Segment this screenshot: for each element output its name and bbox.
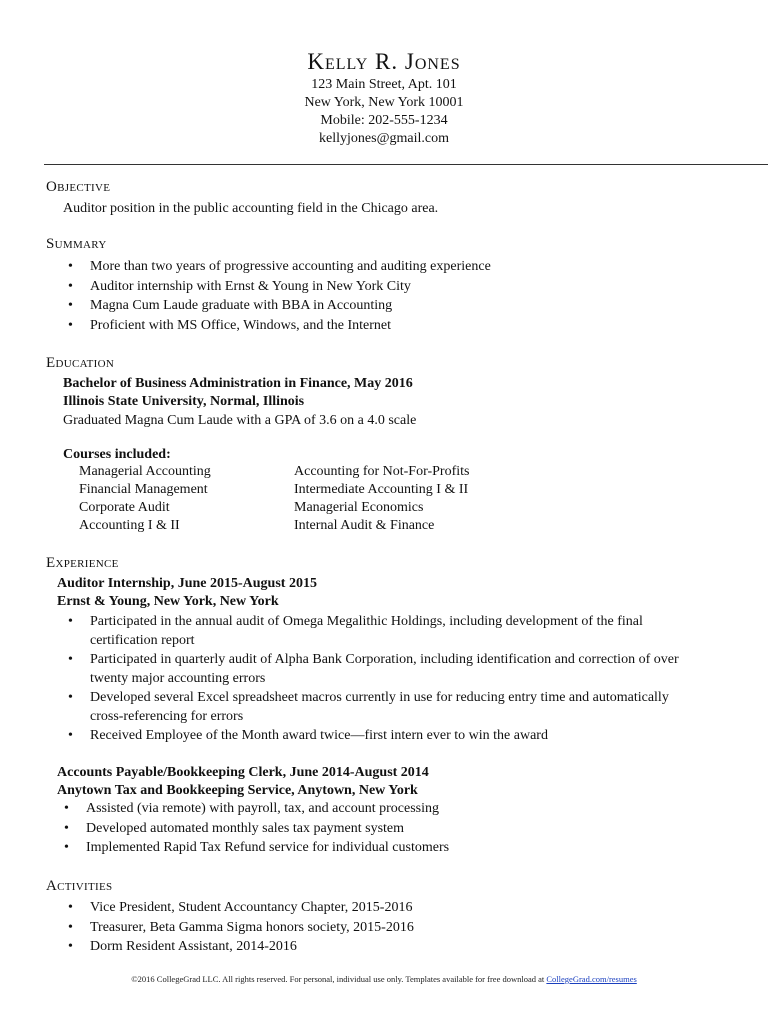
course: Corporate Audit [79,500,170,515]
activity-item: • Vice President, Student Accountancy Chapter, 2015-2016 [64,898,414,918]
course: Managerial Economics [294,500,424,515]
footer-link[interactable]: CollegeGrad.com/resumes [546,974,637,984]
mobile-phone: Mobile: 202-555-1234 [320,113,448,128]
job-duty: • Implemented Rapid Tax Refund service for individual customers [60,838,449,858]
course: Managerial Accounting [79,464,211,479]
summary-list [64,257,491,335]
courses-table [79,463,499,535]
copyright-footer [0,974,768,984]
job-company: Anytown Tax and Bookkeeping Service, Anytown, New York [57,783,418,798]
activities-heading: Activities [46,878,113,894]
course: Internal Audit & Finance [294,518,435,533]
job-duty: • Developed automated monthly sales tax payment system [60,819,449,839]
summary-item: • More than two years of progressive accounting and auditing experience [64,257,491,277]
education-heading: Education [46,355,115,371]
footer-text: ©2016 CollegeGrad LLC. All rights reserved. For personal, individual use only. Templates available for free download at [131,974,547,984]
summary-item: • Proficient with MS Office, Windows, and the Internet [64,316,491,336]
course: Accounting for Not-For-Profits [294,464,470,479]
school: Illinois State University, Normal, Illinois [63,394,305,409]
job-duties-list [64,612,679,745]
email-address: kellyjones@gmail.com [319,131,449,146]
activity-item: • Dorm Resident Assistant, 2014-2016 [64,937,414,957]
course: Intermediate Accounting I & II [294,482,469,497]
summary-item: • Auditor internship with Ernst & Young in New York City [64,277,491,297]
summary-item: • Magna Cum Laude graduate with BBA in Accounting [64,296,491,316]
course: Financial Management [79,482,208,497]
address-line-1: 123 Main Street, Apt. 101 [311,77,457,92]
job-duty: • Developed several Excel spreadsheet macros currently in use for reducing entry time and automatically cross-referencing for errors [64,688,679,726]
header-divider [44,164,768,165]
job-company: Ernst & Young, New York, New York [57,594,279,609]
degree: Bachelor of Business Administration in Finance, May 2016 [63,376,413,391]
job-duty: • Received Employee of the Month award twice—first intern ever to win the award [64,726,679,745]
gpa-text: Graduated Magna Cum Laude with a GPA of 3.6 on a 4.0 scale [63,413,417,428]
experience-heading: Experience [46,555,119,571]
course-row [79,481,499,499]
objective-heading: Objective [46,179,111,195]
activities-list [64,898,414,957]
courses-label: Courses included: [63,447,171,462]
job-duties-list [60,799,449,858]
address-line-2: New York, New York 10001 [304,95,464,110]
job-title: Accounts Payable/Bookkeeping Clerk, June 2014-August 2014 [57,765,429,780]
course-row [79,463,499,481]
job-duty: • Participated in quarterly audit of Alpha Bank Corporation, including identification and correction of over twenty major accounting errors [64,650,679,688]
summary-heading: Summary [46,236,107,252]
activity-item: • Treasurer, Beta Gamma Sigma honors society, 2015-2016 [64,918,414,938]
candidate-name: Kelly R. Jones [307,49,461,74]
course-row [79,517,499,535]
job-duty: • Participated in the annual audit of Omega Megalithic Holdings, including development of the final certification report [64,612,679,650]
course-row [79,499,499,517]
course: Accounting I & II [79,518,180,533]
job-duty: • Assisted (via remote) with payroll, tax, and account processing [60,799,449,819]
job-title: Auditor Internship, June 2015-August 2015 [57,576,317,591]
resume-header [0,48,768,148]
objective-text: Auditor position in the public accounting field in the Chicago area. [63,201,439,216]
